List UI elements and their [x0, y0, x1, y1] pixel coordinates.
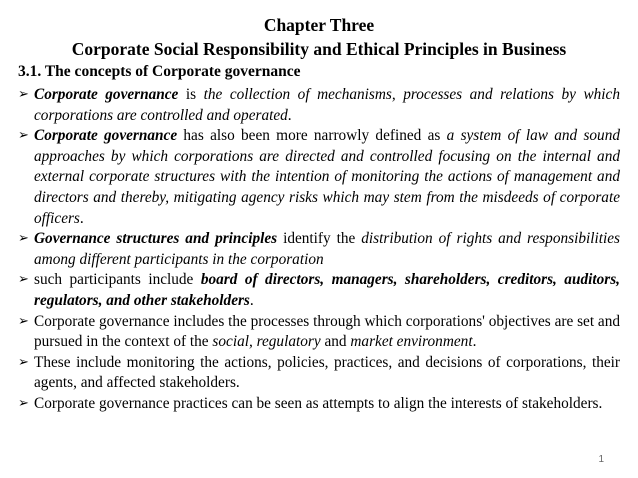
chapter-heading: Chapter Three [263, 15, 375, 35]
definition: distribution of rights and responsibilities among different participants in the corporation [34, 230, 620, 268]
arrow-right-icon: ➢ [18, 354, 29, 370]
list-item [18, 126, 620, 229]
text: These include monitoring the actions, policies, practices, and decisions of corporations, their agents, and affected stakeholders. [34, 353, 620, 392]
page-title: Corporate Social Responsibility and Ethical Principles in Business [71, 39, 567, 59]
text: such participants include [34, 271, 201, 289]
arrow-right-icon: ➢ [18, 128, 29, 144]
text: and [320, 333, 351, 351]
list-item [18, 85, 620, 126]
arrow-right-icon: ➢ [18, 313, 29, 329]
text: Corporate governance includes the processes through which corporations' objectives are set and pursued in the context of the [34, 312, 620, 351]
text: identify the [277, 230, 362, 248]
definition: the collection of mechanisms, processes and relations by which corporations are controlled and operated [34, 86, 620, 124]
list-item [18, 353, 620, 394]
arrow-right-icon: ➢ [18, 87, 29, 102]
definition: a system of law and sound approaches by which corporations are directed and controlled focusing on the internal and external corporate structures with the intention of monitoring the actions of management and directors and thereby, mitigating agency risks which may stem from the misdeeds of corporate officers [34, 127, 621, 227]
text: is [178, 86, 204, 103]
text: has also been more narrowly defined as [177, 127, 447, 145]
arrow-right-icon: ➢ [18, 395, 29, 411]
section-heading: 3.1. The concepts of Corporate governance [18, 63, 301, 80]
list-item [18, 394, 620, 415]
text: Corporate governance practices can be seen as attempts to align the interests of stakeholders. [34, 394, 603, 412]
emphasis: social, regulatory [212, 333, 321, 351]
text: . [472, 333, 477, 351]
list-item [18, 270, 620, 311]
text: . [287, 106, 292, 124]
page-number: 1 [598, 454, 604, 465]
term: Governance structures and principles [34, 230, 278, 248]
term: Corporate governance [34, 127, 178, 145]
list-item [18, 312, 620, 353]
arrow-right-icon: ➢ [18, 231, 29, 247]
participants-list: board of directors, managers, shareholders, creditors, auditors, regulators, and other stakeholders [34, 271, 620, 309]
emphasis: market environment [350, 333, 473, 351]
term: Corporate governance [34, 86, 179, 103]
arrow-right-icon: ➢ [18, 272, 29, 288]
text: . [79, 209, 84, 227]
text: . [249, 291, 254, 309]
bullet-list [18, 85, 620, 415]
list-item [18, 229, 620, 270]
